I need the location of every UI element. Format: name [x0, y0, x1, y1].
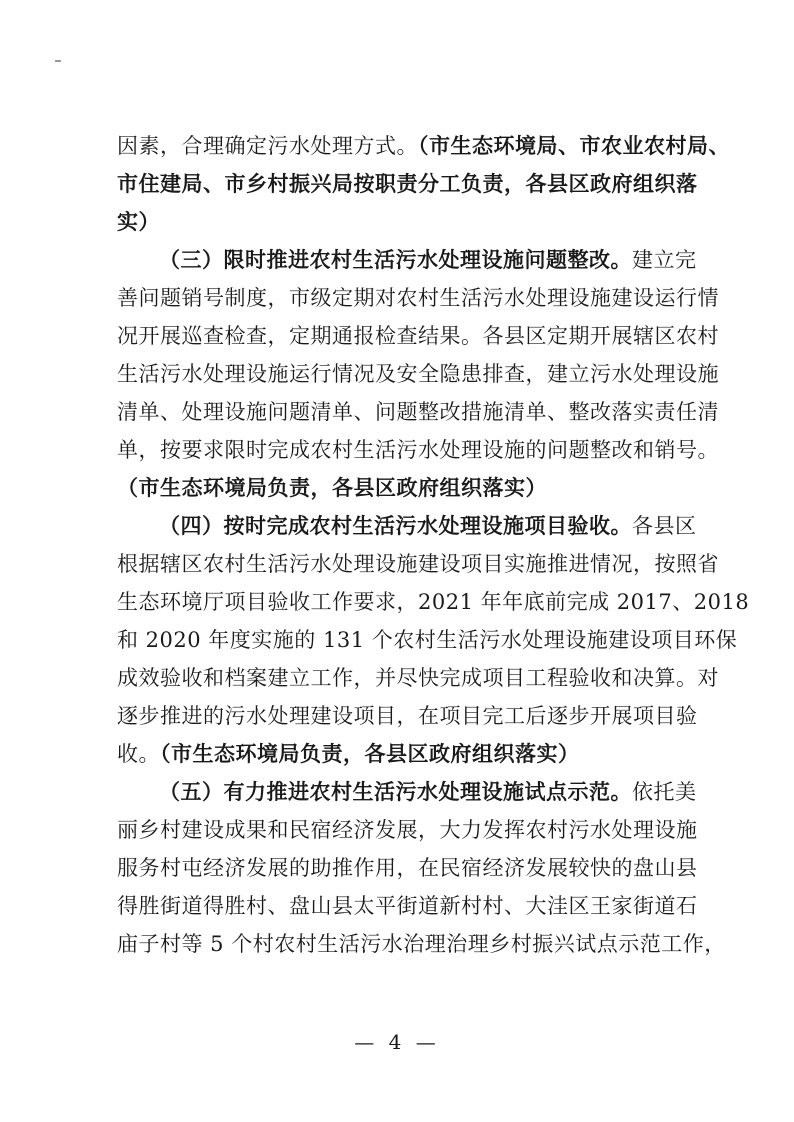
- bold-text-run: （四）按时完成农村生活污水处理设施项目验收。: [159, 514, 632, 538]
- text-run: 庙子村等 5 个村农村生活污水治理治理乡村振兴试点示范工作，: [117, 932, 726, 956]
- text-line: [117, 849, 698, 887]
- text-run: 和 2020 年度实施的 131 个农村生活污水处理设施建设项目环保: [117, 628, 738, 652]
- text-run: 善问题销号制度，市级定期对农村生活污水处理设施建设运行情: [117, 286, 719, 310]
- text-run: 因素，合理确定污水处理方式。: [117, 134, 418, 158]
- text-line: [117, 279, 719, 317]
- text-line: [117, 203, 690, 241]
- text-run: 建立完: [632, 248, 697, 272]
- text-line: [117, 925, 726, 963]
- text-run: 况开展巡查检查，定期通报检查结果。各县区定期开展辖区农村: [117, 324, 719, 348]
- text-line: [117, 583, 750, 621]
- text-line: [117, 431, 719, 469]
- text-run: 依托美: [632, 780, 697, 804]
- text-line: [117, 165, 698, 203]
- text-run: 逐步推进的污水处理建设项目，在项目完工后逐步开展项目验: [117, 704, 698, 728]
- text-line: [117, 545, 719, 583]
- bold-text-run: （市生态环境局、市农业农村局、: [418, 134, 730, 158]
- bold-text-run: 实）: [117, 210, 160, 234]
- text-run: 单，按要求限时完成农村生活污水处理设施的问题整改和销号。: [117, 438, 719, 462]
- body-text: [117, 127, 750, 963]
- text-run: 清单、处理设施问题清单、问题整改措施清单、整改落实责任清: [117, 400, 719, 424]
- bold-text-run: （三）限时推进农村生活污水处理设施问题整改。: [159, 248, 632, 272]
- text-line: [117, 811, 698, 849]
- text-run: 服务村屯经济发展的助推作用，在民宿经济发展较快的盘山县: [117, 856, 698, 880]
- text-line: [117, 735, 690, 773]
- text-line: [117, 469, 690, 507]
- text-line: [117, 887, 698, 925]
- text-line: [117, 697, 698, 735]
- page-number: — 4 —: [354, 1030, 440, 1054]
- text-run: 丽乡村建设成果和民宿经济发展，大力发挥农村污水处理设施: [117, 818, 698, 842]
- text-line: [117, 127, 730, 165]
- text-run: 生活污水处理设施运行情况及安全隐患排查，建立污水处理设施: [117, 362, 719, 386]
- bold-text-run: （市生态环境局负责，各县区政府组织落实）: [160, 742, 580, 766]
- text-run: 根据辖区农村生活污水处理设施建设项目实施推进情况，按照省: [117, 552, 719, 576]
- text-line: [117, 659, 719, 697]
- bold-text-run: 市住建局、市乡村振兴局按职责分工负责，各县区政府组织落: [117, 172, 698, 196]
- bold-text-run: （五）有力推进农村生活污水处理设施试点示范。: [159, 780, 632, 804]
- text-run: 收。: [117, 742, 160, 766]
- text-line: [117, 621, 738, 659]
- text-line: [117, 317, 719, 355]
- text-run: 成效验收和档案建立工作，并尽快完成项目工程验收和决算。对: [117, 666, 719, 690]
- bold-text-run: （市生态环境局负责，各县区政府组织落实）: [117, 476, 547, 500]
- text-line: [117, 773, 697, 811]
- text-line: [117, 393, 719, 431]
- text-run: 各县区: [632, 514, 697, 538]
- text-line: [117, 507, 697, 545]
- text-line: [117, 241, 697, 279]
- text-line: [117, 355, 719, 393]
- text-run: 得胜街道得胜村、盘山县太平街道新村村、大洼区王家街道石: [117, 894, 698, 918]
- text-run: 生态环境厅项目验收工作要求，2021 年年底前完成 2017、2018: [117, 590, 750, 614]
- scan-speck: [55, 60, 61, 62]
